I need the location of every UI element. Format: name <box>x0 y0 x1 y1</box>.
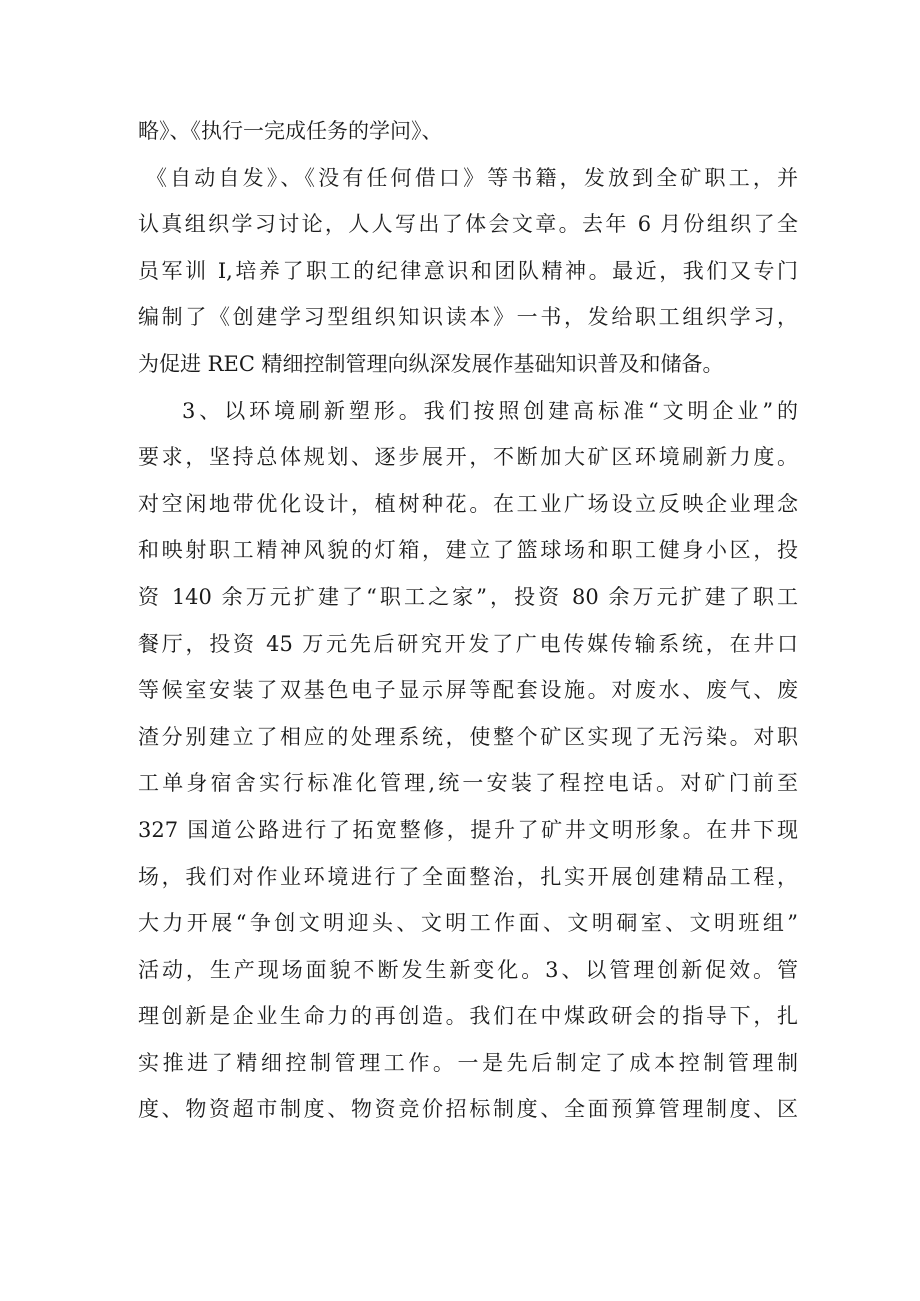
text-line: 员军训 I,培养了职工的纪律意识和团队精神。最近，我们又专门 <box>138 258 798 283</box>
text-line: 工单身宿舍实行标准化管理,统一安装了程控电话。对矿门前至 <box>138 771 798 796</box>
text-line: 渣分别建立了相应的处理系统，使整个矿区实现了无污染。对职 <box>138 724 798 749</box>
text-line: 餐厅，投资 45 万元先后研究开发了广电传媒传输系统，在井口 <box>138 631 798 656</box>
text-line: 认真组织学习讨论，人人写出了体会文章。去年 6 月份组织了全 <box>138 212 798 237</box>
text-line: 和映射职工精神风貌的灯箱，建立了篮球场和职工健身小区，投 <box>138 538 798 563</box>
text-line: 资 140 余万元扩建了“职工之家”，投资 80 余万元扩建了职工 <box>138 584 798 609</box>
text-line: 场，我们对作业环境进行了全面整治，扎实开展创建精品工程， <box>138 864 798 889</box>
text-line: 实推进了精细控制管理工作。一是先后制定了成本控制管理制 <box>138 1050 798 1075</box>
text-line: 《自动自发》、《没有任何借口》等书籍，发放到全矿职工，并 <box>146 165 798 190</box>
text-line: 327 国道公路进行了拓宽整修，提升了矿井文明形象。在井下现 <box>138 817 798 842</box>
paragraph-first-line: 3、以环境刷新塑形。我们按照创建高标准“文明企业”的 <box>182 398 798 423</box>
text-line: 为促进 REC 精细控制管理向纵深发展作基础知识普及和储备。 <box>138 351 724 376</box>
text-line: 编制了《创建学习型组织知识读本》一书，发给职工组织学习， <box>138 305 798 330</box>
body-text <box>138 108 798 1133</box>
text-line: 等候室安装了双基色电子显示屏等配套设施。对废水、废气、废 <box>138 678 798 703</box>
text-line: 度、物资超市制度、物资竞价招标制度、全面预算管理制度、区 <box>138 1097 798 1122</box>
text-line: 对空闲地带优化设计，植树种花。在工业广场设立反映企业理念 <box>138 491 798 516</box>
text-line: 活动，生产现场面貌不断发生新变化。3、以管理创新促效。管 <box>138 957 798 982</box>
text-line: 略》、《执行一完成任务的学问》、 <box>138 119 443 143</box>
text-line: 理创新是企业生命力的再创造。我们在中煤政研会的指导下，扎 <box>138 1004 798 1029</box>
text-line: 要求，坚持总体规划、逐步展开，不断加大矿区环境刷新力度。 <box>138 445 798 470</box>
text-line: 大力开展“争创文明迎头、文明工作面、文明硐室、文明班组” <box>138 911 798 936</box>
